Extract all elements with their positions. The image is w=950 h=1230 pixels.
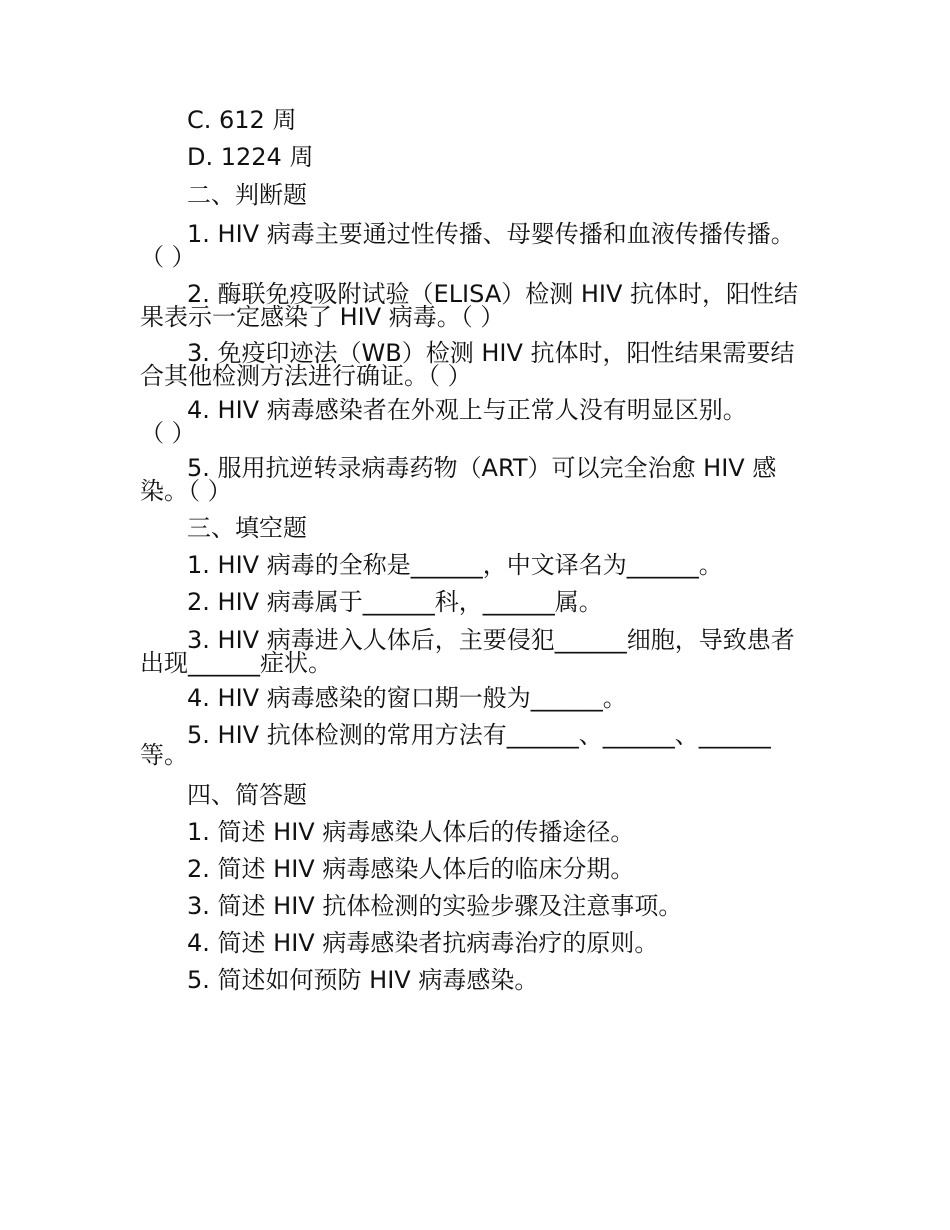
- fill-blank-item-3: [140, 627, 810, 676]
- judgement-item-1-line1: 1. HIV 病毒主要通过性传播、母婴传播和血液传播传播。: [187, 220, 795, 248]
- judgement-item-2-line1: 2. 酶联免疫吸附试验（ELISA）检测 HIV 抗体时，阳性结: [187, 280, 799, 308]
- short-answer-item-4: 4. 简述 HIV 病毒感染者抗病毒治疗的原则。: [187, 929, 659, 957]
- fill-blank-item-3-line2: 出现______症状。: [140, 649, 332, 677]
- judgement-item-2: [140, 281, 810, 330]
- judgement-item-4: [140, 397, 810, 446]
- judgement-item-2-line2: 果表示一定感染了 HIV 病毒。（ ）: [140, 303, 505, 331]
- fill-blank-item-5-line1: 5. HIV 抗体检测的常用方法有______、______、______: [187, 721, 771, 749]
- mc-option-c: C. 612 周: [187, 106, 297, 134]
- fill-blank-item-2: 2. HIV 病毒属于______科，______属。: [187, 588, 603, 616]
- judgement-item-4-line2: （ ）: [140, 419, 196, 447]
- judgement-item-3: [140, 340, 810, 389]
- judgement-item-3-line2: 合其他检测方法进行确证。（ ）: [140, 362, 472, 390]
- fill-blank-item-1: 1. HIV 病毒的全称是______，中文译名为______。: [187, 551, 723, 579]
- short-answer-item-2: 2. 简述 HIV 病毒感染人体后的临床分期。: [187, 855, 635, 883]
- section-heading-short-answer: 四、简答题: [187, 781, 307, 809]
- fill-blank-item-3-line1: 3. HIV 病毒进入人体后，主要侵犯______细胞，导致患者: [187, 626, 795, 654]
- fill-blank-item-5-line2: 等。: [140, 741, 188, 769]
- judgement-item-1-line2: （ ）: [140, 243, 196, 271]
- judgement-item-5-line2: 染。（ ）: [140, 477, 232, 505]
- judgement-item-3-line1: 3. 免疫印迹法（WB）检测 HIV 抗体时，阳性结果需要结: [187, 339, 795, 367]
- fill-blank-item-5: [140, 722, 810, 768]
- judgement-item-4-line1: 4. HIV 病毒感染者在外观上与正常人没有明显区别。: [187, 396, 747, 424]
- judgement-item-1: [140, 221, 810, 270]
- short-answer-item-3: 3. 简述 HIV 抗体检测的实验步骤及注意事项。: [187, 892, 683, 920]
- section-heading-fill-blank: 三、填空题: [187, 514, 307, 542]
- fill-blank-item-4: 4. HIV 病毒感染的窗口期一般为______。: [187, 684, 627, 712]
- mc-option-d: D. 1224 周: [187, 143, 314, 171]
- short-answer-item-1: 1. 简述 HIV 病毒感染人体后的传播途径。: [187, 818, 635, 846]
- judgement-item-5-line1: 5. 服用抗逆转录病毒药物（ART）可以完全治愈 HIV 感: [187, 454, 777, 482]
- judgement-item-5: [140, 455, 810, 504]
- short-answer-item-5: 5. 简述如何预防 HIV 病毒感染。: [187, 966, 539, 994]
- section-heading-judgement: 二、判断题: [187, 181, 307, 209]
